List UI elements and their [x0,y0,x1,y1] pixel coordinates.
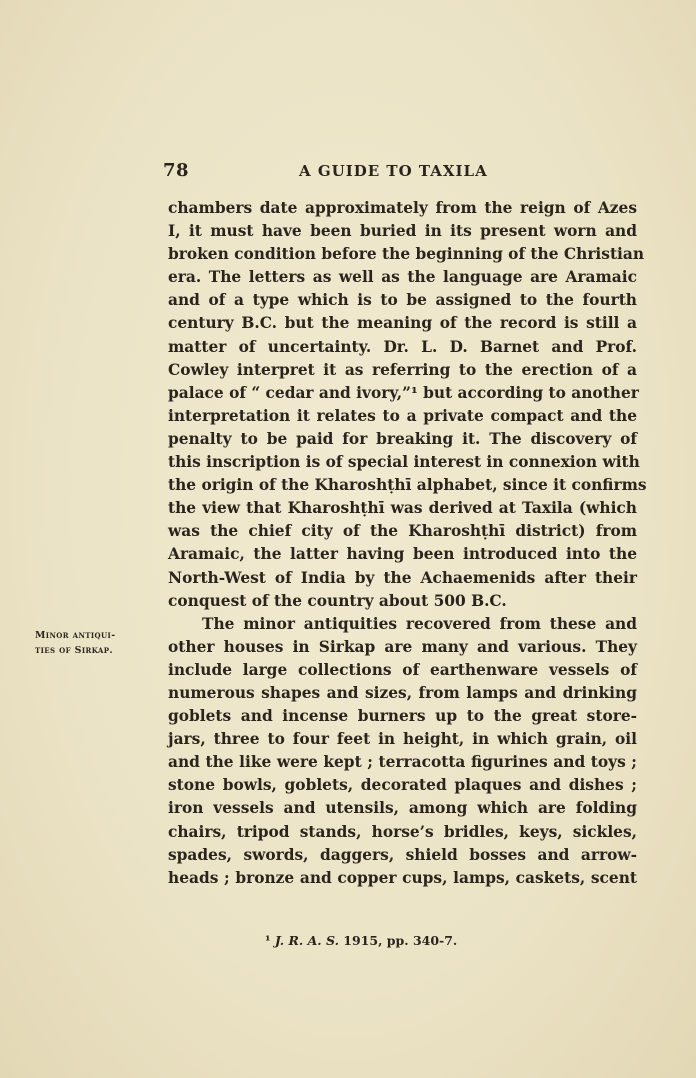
text-line: matter of uncertainty. Dr. L. D. Barnet and Prof. [168,337,637,356]
text-line: I, it must have been buried in its present worn and [168,222,637,241]
text-line: chambers date approximately from the reign of Azes [168,199,637,217]
margin-note [35,628,163,658]
text-line: the origin of the Kharoshṭhī alphabet, since it confirms [168,476,647,495]
text-line: this inscription is of special interest in connexion with [168,453,640,472]
text-line: North-West of India by the Achaemenids after their [168,568,637,587]
page-number: 78 [163,160,190,181]
text-line: goblets and incense burners up to the great store- [168,707,637,726]
text-line: penalty to be paid for breaking it. The discovery of [168,429,637,448]
text-line: century B.C. but the meaning of the record is still a [168,314,637,333]
text-line: the view that Kharoshṭhī was derived at Taxila (which [168,499,637,518]
text-line: interpretation it relates to a private compact and the [168,406,637,425]
text-line: was the chief city of the Kharoshṭhī district) from [168,522,637,541]
text-line: include large collections of earthenware vessels of [168,660,637,679]
text-line: The minor antiquities recovered from these and [202,614,637,633]
text-line: other houses in Sirkap are many and various. They [168,637,637,656]
text-line: stone bowls, goblets, decorated plaques and dishes ; [168,776,637,795]
text-line: heads ; bronze and copper cups, lamps, caskets, scent [168,868,637,887]
text-line: chairs, tripod stands, horse’s bridles, keys, sickles, [168,822,637,841]
margin-note-line: Minor antiqui- [35,630,116,641]
footnote [265,933,457,948]
text-line: and the like were kept ; terracotta figurines and toys ; [168,753,637,772]
body-text [168,197,647,890]
text-line: palace of “ cedar and ivory,”¹ but according to another [168,383,639,402]
paragraph-1 [168,197,647,613]
footnote-marker: ¹ [265,933,271,948]
text-line: conquest of the country about 500 B.C. [168,591,507,610]
text-line: Aramaic, the latter having been introduced into the [168,545,637,564]
text-line: jars, three to four feet in height, in which grain, oil [168,730,637,749]
footnote-citation: J. R. A. S. [274,933,339,948]
text-line: broken condition before the beginning of the Christian [168,245,645,264]
text-line: spades, swords, daggers, shield bosses and arrow- [168,845,637,864]
text-line: and of a type which is to be assigned to the fourth [168,291,637,310]
paragraph-2 [168,613,637,890]
footnote-details: 1915, pp. 340-7. [343,933,458,948]
running-head: A GUIDE TO TAXILA [299,162,488,180]
text-line: numerous shapes and sizes, from lamps and drinking [168,683,637,702]
text-line: Cowley interpret it as referring to the erection of a [168,360,637,379]
text-line: era. The letters as well as the language are Aramaic [168,268,637,287]
text-line: iron vessels and utensils, among which are folding [168,799,637,818]
page-header [163,160,639,184]
margin-note-line: ties of Sirkap. [35,645,114,656]
